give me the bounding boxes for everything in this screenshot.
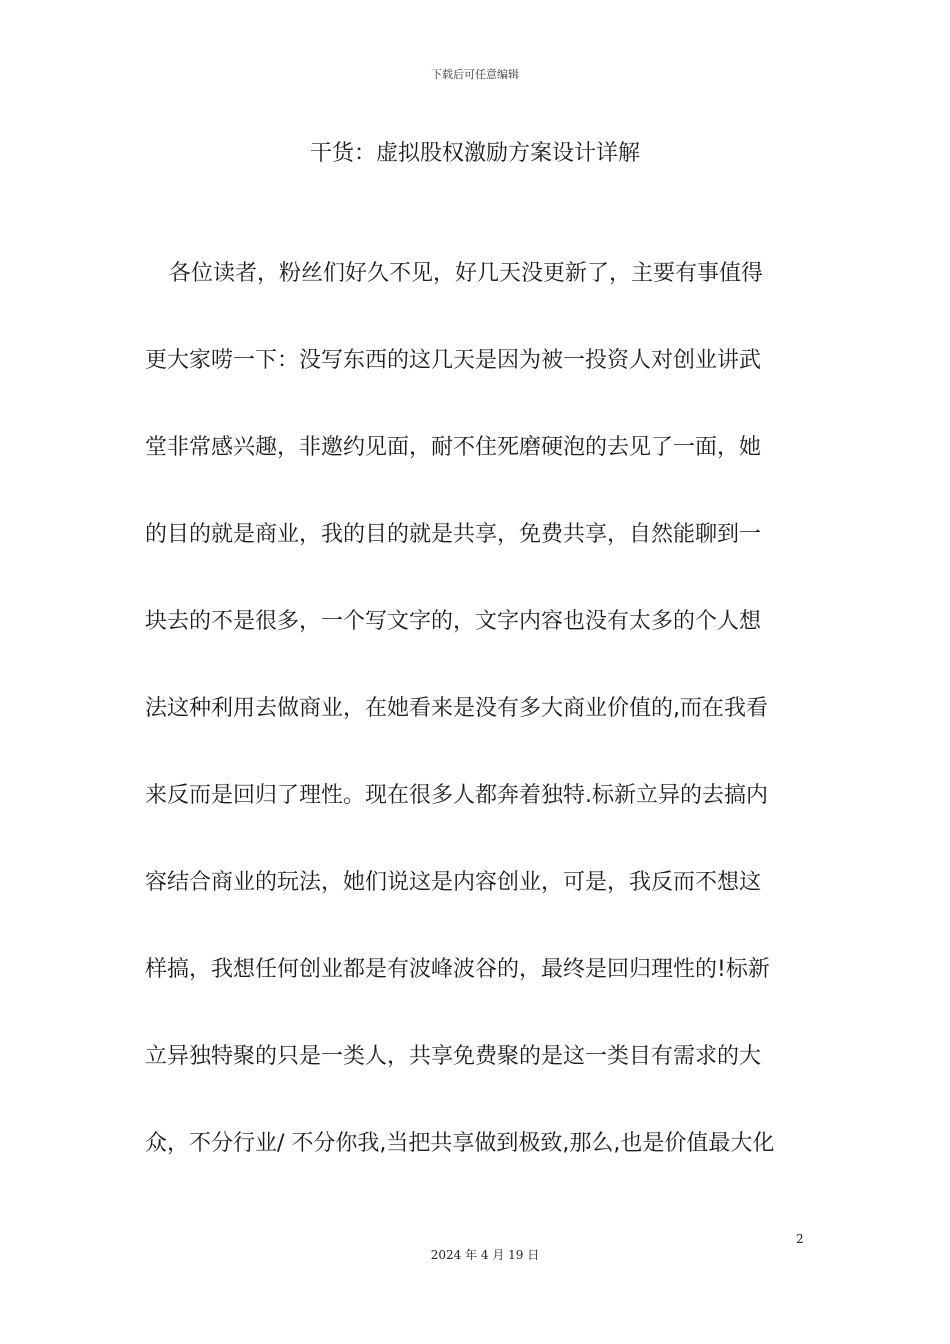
footer-date: 2024 年 4 月 19 日 (430, 1248, 540, 1262)
body-line: 来反而是回归了理性。现在很多人都奔着独特.标新立异的去搞内 (145, 783, 768, 808)
body-line: 各位读者，粉丝们好久不见，好几天没更新了，主要有事值得 (169, 261, 764, 286)
body-line: 容结合商业的玩法，她们说这是内容创业，可是，我反而不想这 (145, 870, 762, 895)
body-line: 立异独特聚的只是一类人，共享免费聚的是这一类目有需求的大 (145, 1044, 762, 1069)
body-line: 众，不分行业/ 不分你我,当把共享做到极致,那么,也是价值最大化 (145, 1131, 775, 1156)
page-number: 2 (796, 1232, 804, 1246)
header-note: 下载后可任意编辑 (431, 68, 519, 81)
body-line: 的目的就是商业，我的目的就是共享，免费共享，自然能聊到一 (145, 522, 762, 547)
body-line: 法这种利用去做商业，在她看来是没有多大商业价值的,而在我看 (145, 696, 768, 721)
body-line: 块去的不是很多，一个写文字的，文字内容也没有太多的个人想 (145, 609, 762, 634)
body-line: 样搞，我想任何创业都是有波峰波谷的，最终是回归理性的!标新 (145, 957, 770, 982)
document-body (145, 248, 810, 1205)
body-line: 更大家唠一下：没写东西的这几天是因为被一投资人对创业讲武 (145, 348, 762, 373)
body-line: 堂非常感兴趣，非邀约见面，耐不住死磨硬泡的去见了一面，她 (145, 435, 762, 460)
document-title: 干货：虚拟股权激励方案设计详解 (309, 141, 640, 166)
